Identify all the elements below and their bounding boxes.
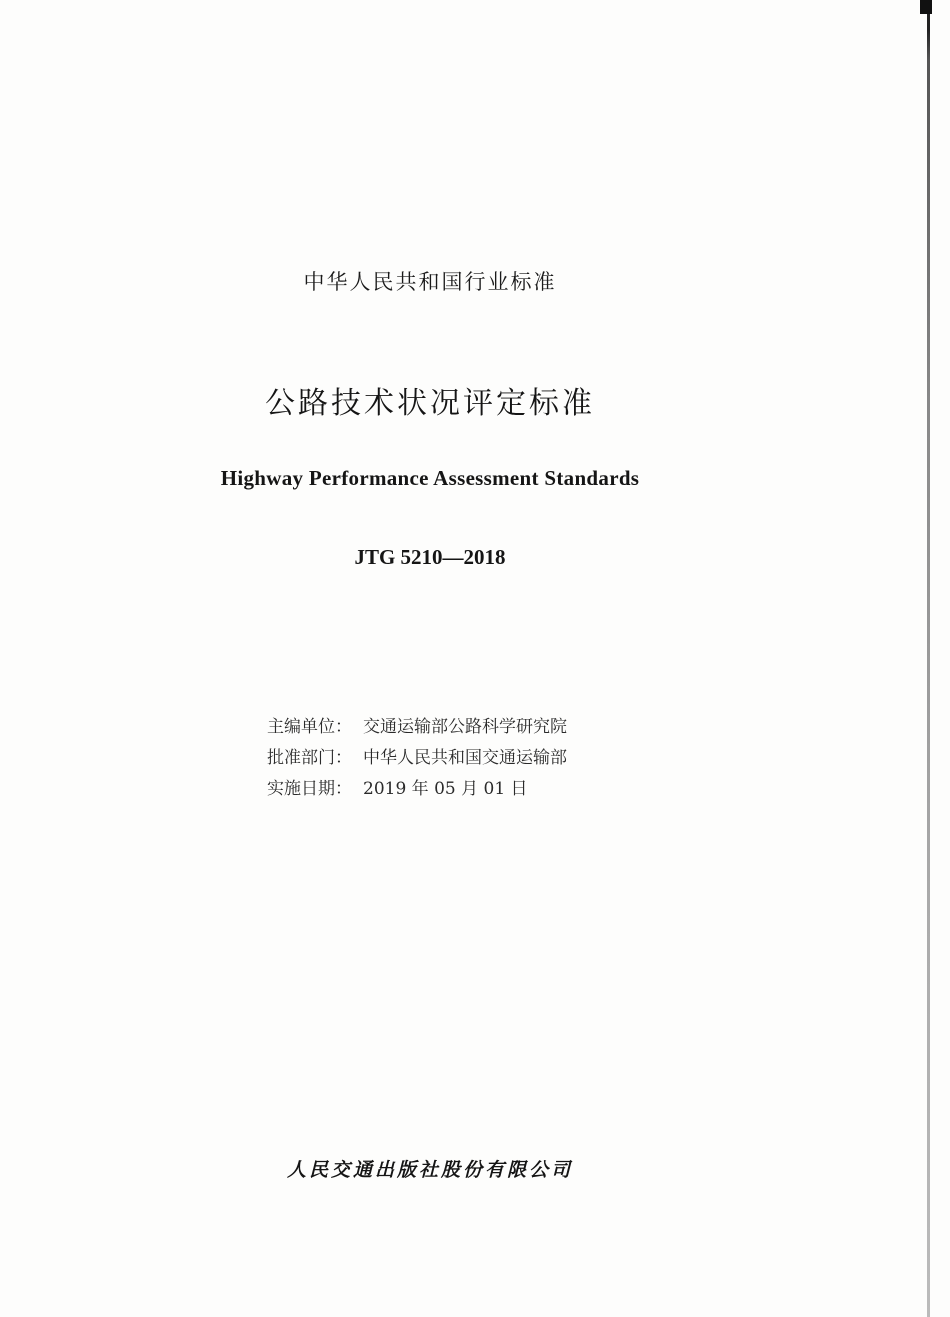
scan-edge	[927, 0, 930, 1317]
info-label: 主编单位：	[267, 717, 352, 737]
info-value: 中华人民共和国交通运输部	[363, 748, 567, 768]
info-value: 2019 年 05 月 01 日	[363, 779, 528, 799]
standard-code: JTG 5210—2018	[354, 545, 506, 569]
scan-corner-mark	[920, 0, 932, 14]
info-label: 批准部门：	[267, 748, 352, 768]
publisher-name: 人民交通出版社股份有限公司	[286, 1159, 573, 1181]
publication-info	[267, 712, 567, 805]
title-chinese: 公路技术状况评定标准	[265, 386, 595, 421]
info-row-approval	[267, 743, 567, 774]
title-english: Highway Performance Assessment Standards	[220, 466, 640, 490]
info-label: 实施日期：	[267, 779, 352, 799]
info-row-effective-date	[267, 774, 567, 805]
info-row-editor	[267, 712, 567, 743]
info-value: 交通运输部公路科学研究院	[363, 717, 567, 737]
standard-series: 中华人民共和国行业标准	[303, 270, 557, 294]
